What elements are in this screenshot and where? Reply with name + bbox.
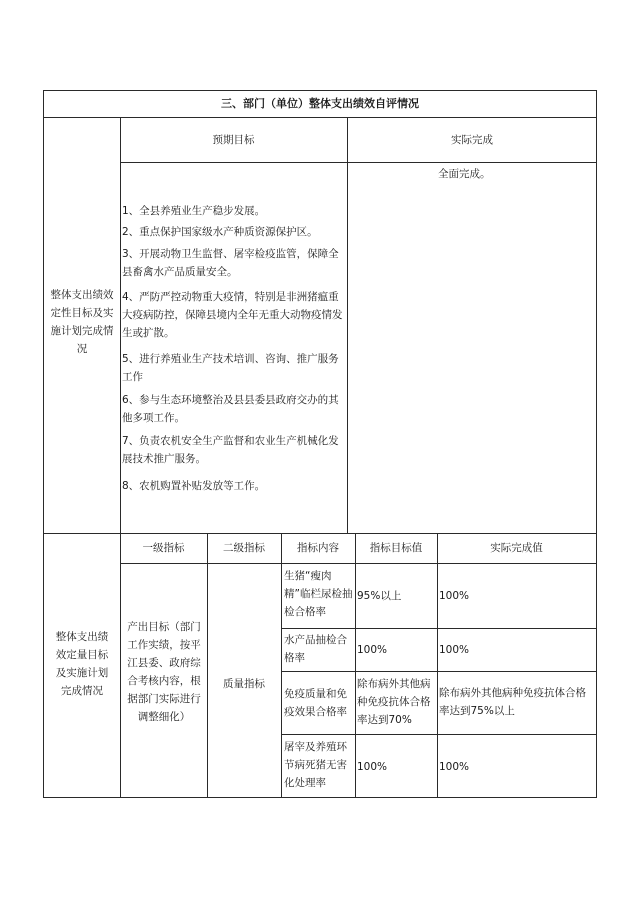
metric-content-2: 水产品抽检合格率 bbox=[284, 634, 347, 664]
expected-goals-header: 预期目标 bbox=[212, 134, 255, 146]
metric-content-1: 生猪“瘦肉精”临栏尿检抽检合格率 bbox=[284, 570, 353, 618]
goal-item-2: 2、重点保护国家级水产种质资源保护区。 bbox=[122, 226, 318, 238]
header-level1: 一级指标 bbox=[142, 542, 185, 554]
qualitative-row-label: 整体支出绩效定性目标及实施计划完成情况 bbox=[50, 289, 114, 355]
section-divider bbox=[43, 533, 597, 534]
goal-item-8: 8、农机购置补贴发放等工作。 bbox=[122, 480, 266, 492]
goal-column-divider bbox=[347, 117, 348, 533]
header-level2: 二级指标 bbox=[223, 542, 265, 554]
metric-target-2: 100% bbox=[357, 644, 388, 656]
level1-indicator: 产出目标（部门工作实绩，按平江县委、政府综合考核内容，根据部门实际进行调整细化） bbox=[127, 621, 201, 723]
actual-completion-header: 实际完成 bbox=[451, 134, 493, 146]
performance-table bbox=[43, 90, 597, 797]
title-divider bbox=[43, 117, 597, 118]
metric-actual-1: 100% bbox=[439, 590, 470, 602]
level2-indicator: 质量指标 bbox=[223, 678, 265, 690]
goal-item-5: 5、进行养殖业生产技术培训、咨询、推广服务工作 bbox=[122, 353, 339, 383]
metric-content-3: 免疫质量和免疫效果合格率 bbox=[284, 688, 347, 718]
table-border-left bbox=[43, 90, 44, 798]
metric-row-divider-3 bbox=[281, 734, 597, 735]
metric-actual-2: 100% bbox=[439, 644, 470, 656]
metric-header-divider bbox=[120, 563, 597, 564]
metric-target-3: 除布病外其他病种免疫抗体合格率达到70% bbox=[357, 678, 431, 726]
table-border-bottom bbox=[43, 797, 597, 798]
goal-item-3: 3、开展动物卫生监督、屠宰检疫监管，保障全县畜禽水产品质量安全。 bbox=[122, 248, 339, 278]
actual-completion-text: 全面完成。 bbox=[438, 168, 491, 180]
quantitative-row-label: 整体支出绩效定量目标及实施计划完成情况 bbox=[55, 631, 109, 697]
header-content: 指标内容 bbox=[297, 542, 339, 554]
metric-target-1: 95%以上 bbox=[357, 590, 402, 602]
metric-actual-3: 除布病外其他病种免疫抗体合格率达到75%以上 bbox=[439, 687, 586, 717]
level2-column-divider bbox=[207, 533, 208, 798]
metric-content-4: 屠宰及养殖环节病死猪无害化处理率 bbox=[284, 741, 347, 789]
goal-item-7: 7、负责农机安全生产监督和农业生产机械化发展技术推广服务。 bbox=[122, 435, 339, 465]
header-target: 指标目标值 bbox=[369, 542, 423, 554]
metric-target-4: 100% bbox=[357, 761, 388, 773]
goal-item-4: 4、严防严控动物重大疫情，特别是非洲猪瘟重大疫病防控，保障县境内全年无重大动物疫情发生或扩散。 bbox=[122, 291, 343, 339]
header-actual: 实际完成值 bbox=[490, 542, 543, 554]
metric-row-divider-2 bbox=[281, 671, 597, 672]
goal-item-6: 6、参与生态环境整治及县县委县政府交办的其他多项工作。 bbox=[122, 394, 339, 424]
goal-item-1: 1、全县养殖业生产稳步发展。 bbox=[122, 205, 266, 217]
actual-column-divider bbox=[437, 533, 438, 798]
table-border-top bbox=[43, 90, 597, 91]
content-column-divider bbox=[281, 533, 282, 798]
goal-header-divider bbox=[120, 162, 597, 163]
target-column-divider bbox=[355, 533, 356, 798]
label-column-divider bbox=[120, 117, 121, 798]
section-title: 三、部门（单位）整体支出绩效自评情况 bbox=[221, 97, 419, 110]
metric-actual-4: 100% bbox=[439, 761, 470, 773]
table-border-right bbox=[596, 90, 597, 798]
metric-row-divider-1 bbox=[281, 628, 597, 629]
